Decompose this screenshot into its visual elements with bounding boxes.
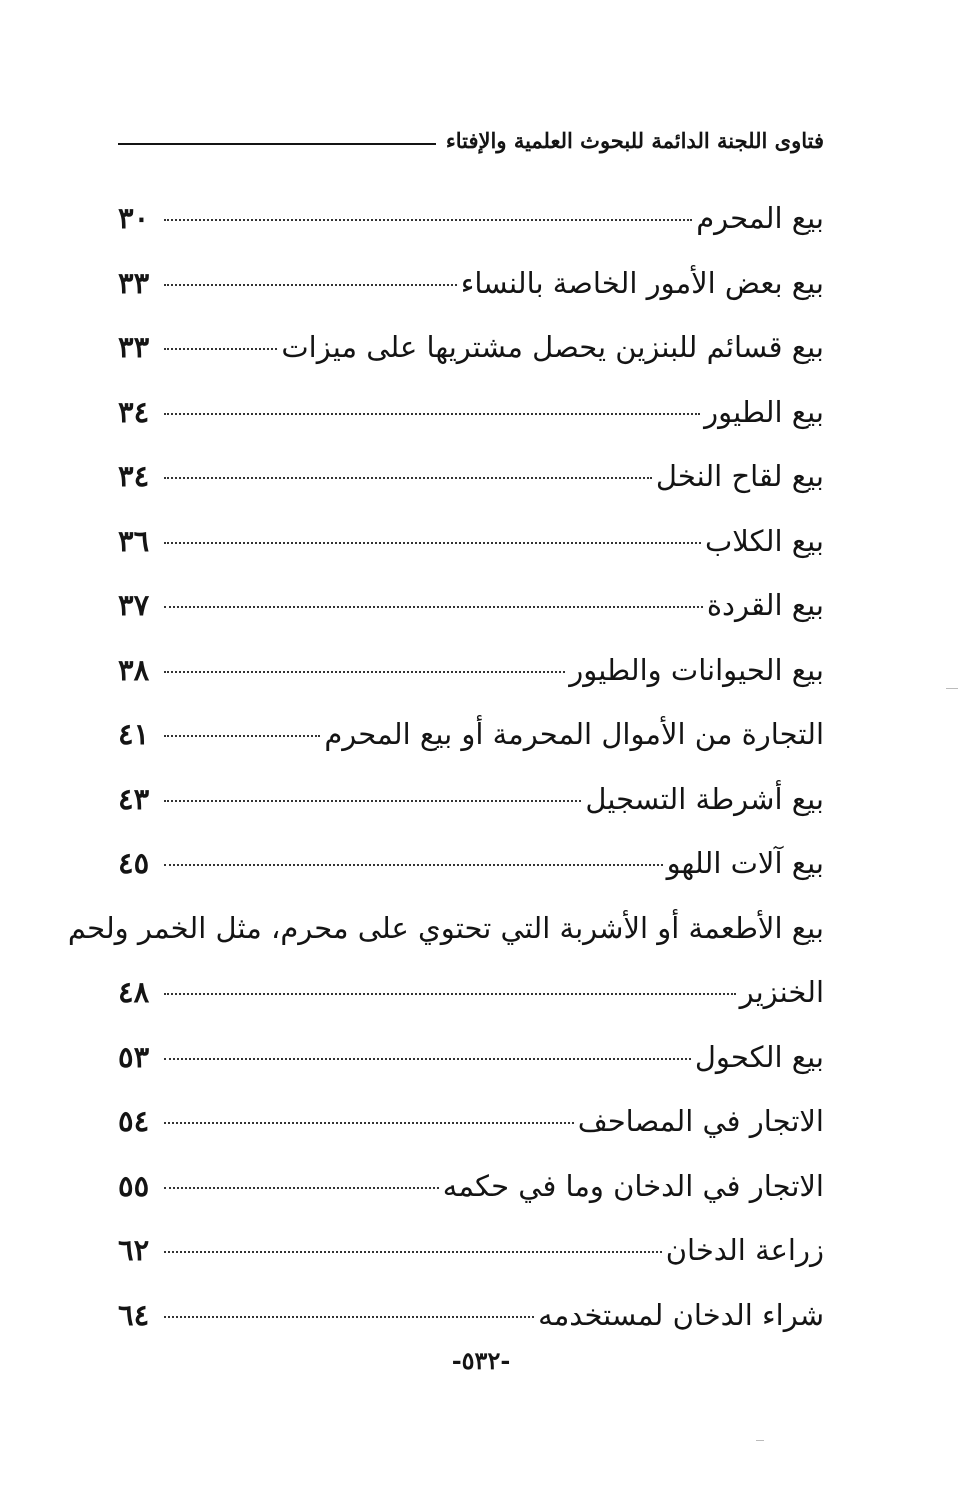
scan-mark — [756, 1440, 764, 1441]
entry-page-number: ٣٦ — [118, 523, 150, 558]
dot-leader — [164, 1122, 574, 1124]
entry-title: بيع المحرم — [696, 201, 824, 235]
dot-leader — [164, 800, 581, 802]
entry-page-number: ٣٣ — [118, 330, 150, 364]
dot-leader — [164, 606, 703, 608]
dot-leader — [164, 284, 457, 286]
entry-page-number: ٤١ — [118, 717, 150, 751]
toc-entry[interactable] — [118, 315, 824, 380]
dot-leader — [164, 864, 663, 866]
entry-page-number: ٣٠ — [118, 201, 150, 235]
dot-leader — [164, 993, 736, 995]
entry-page-number: ٣٤ — [118, 459, 150, 493]
entry-page-number: ٦٢ — [118, 1233, 150, 1267]
entry-page-number: ٣٤ — [118, 394, 150, 429]
dot-leader — [164, 735, 320, 737]
entry-title: شراء الدخان لمستخدمه — [538, 1297, 824, 1332]
running-header — [118, 120, 824, 160]
entry-title: بيع قسائم للبنزين يحصل مشتريها على ميزات — [281, 330, 824, 364]
dot-leader — [164, 542, 701, 544]
toc-entry[interactable] — [118, 831, 824, 896]
toc-entry[interactable] — [118, 1089, 824, 1154]
entry-title: بيع الحيوانات والطيور — [569, 652, 824, 687]
entry-page-number: ٤٨ — [118, 975, 150, 1009]
entry-page-number: ٥٤ — [118, 1104, 150, 1138]
toc-entry[interactable] — [118, 186, 824, 251]
entry-title: زراعة الدخان — [665, 1233, 824, 1267]
dot-leader — [164, 219, 692, 221]
entry-page-number: ٥٣ — [118, 1039, 150, 1074]
dot-leader — [164, 477, 652, 479]
entry-title: بيع أشرطة التسجيل — [585, 781, 824, 816]
dot-leader — [164, 1187, 439, 1189]
toc-entry[interactable] — [118, 251, 824, 316]
dot-leader — [164, 1316, 534, 1318]
book-title: فتاوى اللجنة الدائمة للبحوث العلمية والإفتاء — [445, 127, 824, 153]
entry-title: التجارة من الأموال المحرمة أو بيع المحرم — [324, 717, 824, 751]
toc-entry[interactable] — [118, 767, 824, 832]
entry-page-number: ٣٣ — [118, 265, 150, 300]
entry-title: الاتجار في الدخان وما في حكمه — [442, 1168, 824, 1203]
toc-entry[interactable] — [118, 638, 824, 703]
entry-title: بيع آلات اللهو — [666, 846, 824, 880]
entry-title: بيع الطيور — [704, 394, 824, 429]
entry-page-number: ٦٤ — [118, 1297, 150, 1332]
toc-entry[interactable] — [118, 702, 824, 767]
dot-leader — [164, 348, 277, 350]
table-of-contents — [67, 186, 824, 1347]
entry-title-line2: الخنزير — [739, 975, 824, 1009]
toc-entry[interactable] — [118, 1025, 824, 1090]
entry-title: بيع الكحول — [694, 1039, 824, 1074]
toc-entry[interactable] — [118, 380, 824, 445]
entry-page-number: ٣٧ — [118, 588, 150, 622]
dot-leader — [164, 1251, 662, 1253]
page-number: -٥٣٢- — [451, 1346, 511, 1375]
toc-entry-line2[interactable] — [118, 960, 824, 1025]
entry-page-number: ٥٥ — [118, 1168, 150, 1203]
entry-title-line1: بيع الأطعمة أو الأشربة التي تحتوي على محرم، مثل الخمر ولحم — [67, 910, 824, 945]
entry-title: بيع الكلاب — [705, 523, 824, 558]
entry-title: الاتجار في المصاحف — [577, 1104, 824, 1138]
dot-leader — [164, 671, 565, 673]
dot-leader — [164, 413, 700, 415]
scan-mark — [946, 688, 958, 689]
entry-page-number: ٣٨ — [118, 652, 150, 687]
toc-entry[interactable] — [118, 509, 824, 574]
toc-entry[interactable] — [118, 1154, 824, 1219]
toc-entry[interactable] — [118, 573, 824, 638]
entry-title: بيع بعض الأمور الخاصة بالنساء — [460, 265, 824, 300]
entry-page-number: ٤٥ — [118, 846, 150, 880]
header-rule — [118, 143, 436, 145]
toc-entry[interactable] — [118, 1283, 824, 1348]
toc-entry-line1[interactable] — [67, 896, 824, 961]
entry-title: بيع لقاح النخل — [655, 459, 824, 493]
entry-title: بيع القردة — [706, 588, 824, 622]
entry-page-number: ٤٣ — [118, 781, 150, 816]
toc-entry[interactable] — [118, 1218, 824, 1283]
dot-leader — [164, 1058, 691, 1060]
toc-entry[interactable] — [118, 444, 824, 509]
